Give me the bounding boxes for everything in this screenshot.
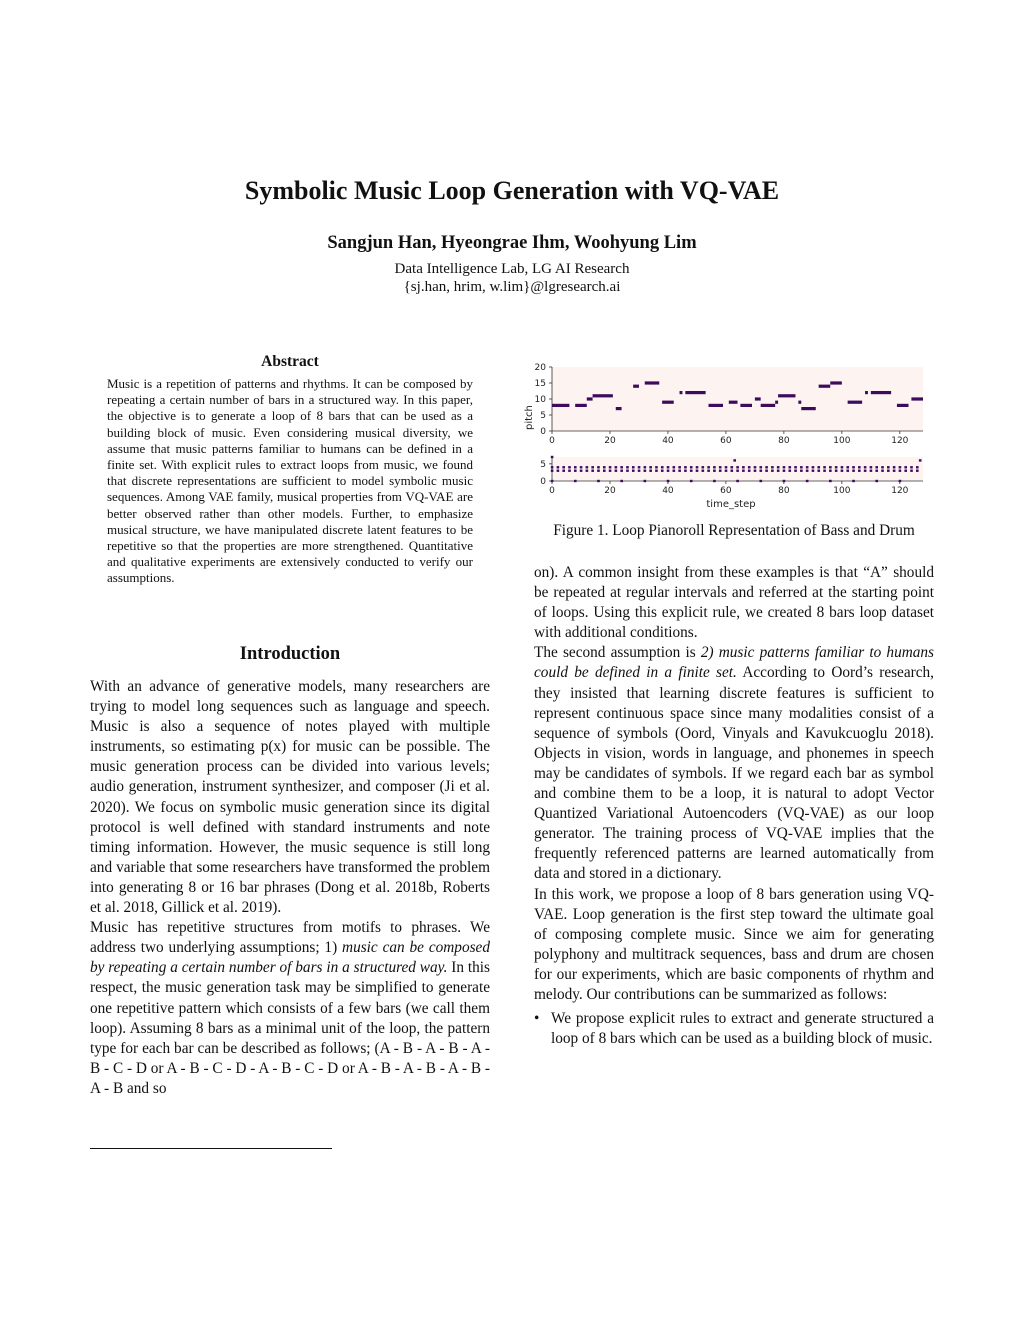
drum-hit [615, 470, 618, 472]
drum-hit [725, 470, 728, 472]
drum-hit [655, 466, 658, 468]
bass-y-tick-label: 5 [540, 411, 546, 421]
drum-hit [620, 480, 623, 482]
drum-hit [800, 470, 803, 472]
drum-hit [702, 470, 705, 472]
drum-hit [713, 470, 716, 472]
drum-hit [887, 466, 890, 468]
bass-note [848, 401, 862, 404]
drum-hit [870, 470, 873, 472]
bass-note [587, 397, 593, 400]
bass-x-tick-label: 0 [549, 436, 555, 446]
drum-hit [870, 466, 873, 468]
drum-hit [551, 466, 554, 468]
drum-hit [817, 470, 820, 472]
author-list: Sangjun Han, Hyeongrae Ihm, Woohyung Lim [327, 233, 697, 253]
drum-hit [858, 470, 861, 472]
drum-hit [557, 466, 560, 468]
drum-hit [562, 466, 565, 468]
drum-hit [562, 470, 565, 472]
drum-hit [771, 466, 774, 468]
drum-hit [690, 480, 693, 482]
abstract-text: Music is a repetition of patterns and rhythms. It can be composed by repeating a certain number of bars in a structured way. In this paper, the objective is to generate a loop of 8 bars that can be used as a building block of music. Even considering musical diversity, we assume that music patterns familiar to humans can be defined in a finite set. With explicit rules to extract loops from music, we found that discrete representations are sufficient to model symbolic music sequences. Among VAE family, musical properties from VQ-VAE are better observed rather than other models. Further, to emphasize musical structure, we have manipulated discrete latent features to be repetitive so that the properties are more strengthened. Quantitative and qualitative experiments are extensively conducted to verify our assumptions. [107, 376, 473, 586]
drum-hit [858, 466, 861, 468]
bass-note [552, 404, 569, 407]
intro-p2-rest: In this respect, the music generation task may be simplified to generate one repetitive pattern which consists of a few bars (we call them loop). Assuming 8 bars as a minimal unit of the loop, the pattern type for each bar can be described as follows; (A - B - A - B - A - B - C - D or A - B - C - D - A - B - C - D or A - B - A - B - A - B - A - B and so [90, 959, 491, 1097]
drum-hit [580, 470, 583, 472]
drum-hit [846, 466, 849, 468]
bass-y-tick-label: 15 [534, 379, 546, 389]
drum-plot-area [552, 457, 923, 481]
drum-hit [574, 470, 577, 472]
bass-y-tick-label: 10 [534, 395, 546, 405]
bass-note [871, 391, 891, 394]
drum-hit [557, 470, 560, 472]
drum-hit [794, 470, 797, 472]
drum-hit [707, 466, 710, 468]
drum-hit [644, 466, 647, 468]
right-p2-emphasis: 2) music patterns familiar to humans could be defined in a finite set. [534, 644, 935, 682]
drum-hit [875, 466, 878, 468]
drum-hit [899, 466, 902, 468]
drum-hit [748, 470, 751, 472]
drum-hit [881, 466, 884, 468]
drum-hit [574, 480, 577, 482]
drum-hit [586, 470, 589, 472]
bass-x-tick-label: 20 [604, 436, 616, 446]
right-paragraph-3: In this work, we propose a loop of 8 bars generation using VQ-VAE. Loop generation is the first step toward the ultimate goal of composing complete music. Since we aim for generating polyphony and multitrack sequences, bass and drum are chosen for our experiments, which are basic components of rhythm and melody. Our contributions can be summarized as follows: [534, 885, 934, 1003]
drum-hit [696, 470, 699, 472]
drum-hit [875, 470, 878, 472]
drum-hit [823, 466, 826, 468]
bass-note [680, 391, 683, 394]
drum-hit [910, 470, 913, 472]
drum-hit [919, 459, 922, 461]
y-axis-title: pitch [524, 405, 535, 430]
drum-hit [603, 470, 606, 472]
drum-hit [713, 480, 716, 482]
drum-hit [916, 466, 919, 468]
drum-hit [829, 480, 832, 482]
drum-y-tick-label: 0 [540, 477, 546, 487]
drum-hit [690, 466, 693, 468]
drum-hit [702, 466, 705, 468]
bass-note [593, 394, 613, 397]
drum-hit [731, 470, 734, 472]
drum-hit [881, 470, 884, 472]
drum-hit [713, 466, 716, 468]
bass-note [911, 397, 923, 400]
drum-hit [852, 480, 855, 482]
drum-hit [719, 470, 722, 472]
contribution-list [534, 1009, 934, 1049]
drum-hit [597, 466, 600, 468]
drum-hit [794, 466, 797, 468]
drum-hit [829, 470, 832, 472]
drum-hit [759, 480, 762, 482]
left-column-body [90, 677, 490, 1099]
drum-hit [899, 470, 902, 472]
drum-hit [638, 470, 641, 472]
drum-hit [609, 466, 612, 468]
drum-hit [846, 470, 849, 472]
bass-note [616, 407, 622, 410]
drum-hit [812, 470, 815, 472]
drum-hit [852, 470, 855, 472]
drum-hit [620, 466, 623, 468]
drum-x-tick-label: 20 [604, 486, 616, 496]
drum-hit [620, 470, 623, 472]
drum-hit [742, 470, 745, 472]
bass-y-tick-label: 20 [534, 363, 546, 373]
affiliation: Data Intelligence Lab, LG AI Research [394, 261, 630, 277]
drum-x-tick-label: 120 [891, 486, 909, 496]
drum-hit [841, 470, 844, 472]
drum-hit [719, 466, 722, 468]
drum-hit [800, 466, 803, 468]
drum-hit [696, 466, 699, 468]
drum-x-tick-label: 0 [549, 486, 555, 496]
drum-hit [597, 470, 600, 472]
drum-hit [754, 466, 757, 468]
drum-hit [644, 470, 647, 472]
drum-hit [748, 466, 751, 468]
drum-hit [661, 466, 664, 468]
drum-hit [742, 466, 745, 468]
bass-note [645, 381, 659, 384]
drum-hit [580, 466, 583, 468]
right-paragraph-2 [534, 643, 934, 884]
bass-note [897, 404, 909, 407]
right-p2-lead: The second assumption is [534, 644, 696, 662]
bass-note [662, 401, 674, 404]
drum-hit [678, 466, 681, 468]
abstract-heading: Abstract [261, 353, 319, 370]
bass-x-tick-label: 100 [833, 436, 851, 446]
drum-hit [736, 480, 739, 482]
drum-hit [638, 466, 641, 468]
drum-hit [893, 466, 896, 468]
drum-hit [655, 470, 658, 472]
email-address: {sj.han, hrim, w.lim}@lgresearch.ai [403, 279, 621, 295]
drum-hit [759, 466, 762, 468]
drum-hit [806, 470, 809, 472]
drum-hit [632, 466, 635, 468]
bass-y-tick-label: 0 [540, 427, 546, 437]
drum-hit [586, 466, 589, 468]
drum-hit [887, 470, 890, 472]
drum-hit [568, 466, 571, 468]
drum-hit [684, 470, 687, 472]
drum-hit [904, 466, 907, 468]
drum-hit [759, 470, 762, 472]
drum-hit [667, 470, 670, 472]
intro-paragraph-1: With an advance of generative models, many researchers are trying to model long sequences such as language and speech. Music is also a sequence of notes played with multiple instruments, so estimating p(x) for music can be possible. The music generation process can be divided into various levels; audio generation, instrument synthesizer, and composer (Ji et al. 2020). We focus on symbolic music generation since its digital protocol is well defined with standard instruments and note timing information. However, the music sequence is still long and variable that some researchers have transformed the problem into generating 8 or 16 bar phrases (Dong et al. 2018b, Roberts et al. 2018, Gillick et al. 2019). [90, 678, 490, 917]
drum-hit [783, 470, 786, 472]
bass-x-tick-label: 120 [891, 436, 909, 446]
pianoroll-figure [512, 355, 932, 515]
drum-hit [574, 466, 577, 468]
bass-x-tick-label: 60 [720, 436, 732, 446]
drum-hit [551, 470, 554, 472]
drum-hit [852, 466, 855, 468]
drum-hit [644, 480, 647, 482]
bass-note [830, 381, 842, 384]
drum-hit [673, 466, 676, 468]
intro-p2-lead: Music has repetitive structures from motifs to phrases. We address two underlying assumptions; 1) [90, 919, 490, 957]
drum-hit [725, 466, 728, 468]
drum-x-tick-label: 40 [662, 486, 674, 496]
drum-hit [806, 480, 809, 482]
bass-note [709, 404, 723, 407]
drum-hit [568, 470, 571, 472]
drum-hit [765, 470, 768, 472]
drum-y-tick-label: 5 [540, 459, 546, 470]
bass-note [685, 391, 705, 394]
drum-hit [788, 466, 791, 468]
right-p2-rest: According to Oord’s research, they insisted that learning discrete features is sufficient to represent continuous space since many modalities consist of a sequence of symbols (Oord, Vinyals and Kavukcuoglu 2018). Objects in vision, words in language, and phonemes in speech may be candidates of symbols. If we regard each bar as symbol and combine them to be a loop, it is natural to adopt Vector Quantized Variational Autoencoders (VQ-VAE) as our loop generator. The training process of VQ-VAE implies that the frequently referenced patterns are learned automatically from data and stored in a dictionary. [534, 664, 934, 883]
drum-hit [864, 470, 867, 472]
figure-caption: Figure 1. Loop Pianoroll Representation of Bass and Drum [553, 522, 915, 539]
drum-hit [591, 466, 594, 468]
drum-hit [597, 480, 600, 482]
drum-hit [661, 470, 664, 472]
drum-hit [788, 470, 791, 472]
intro-p2-emphasis: music can be composed by repeating a certain number of bars in a structured way. [90, 939, 490, 977]
drum-hit [626, 466, 629, 468]
right-paragraph-1: on). A common insight from these examples is that “A” should be repeated at regular intervals and referred at the starting point of loops. Using this explicit rule, we created 8 bars loop dataset with additional conditions. [534, 564, 934, 642]
bass-note [778, 394, 795, 397]
drum-hit [626, 470, 629, 472]
drum-hit [777, 466, 780, 468]
drum-hit [609, 470, 612, 472]
drum-hit [649, 470, 652, 472]
bass-note [633, 385, 639, 388]
drum-hit [707, 470, 710, 472]
bass-note [775, 401, 778, 404]
drum-hit [690, 470, 693, 472]
drum-hit [893, 470, 896, 472]
bass-note [819, 385, 831, 388]
drum-hit [736, 470, 739, 472]
drum-hit [904, 470, 907, 472]
bass-x-tick-label: 80 [778, 436, 790, 446]
drum-hit [615, 466, 618, 468]
bass-note [801, 407, 815, 410]
drum-hit [777, 470, 780, 472]
drum-hit [754, 470, 757, 472]
bass-note [865, 391, 868, 394]
drum-hit [667, 466, 670, 468]
drum-hit [823, 470, 826, 472]
drum-hit [673, 470, 676, 472]
drum-hit [603, 466, 606, 468]
drum-hit [678, 470, 681, 472]
bass-note [729, 401, 738, 404]
contribution-item: • We propose explicit rules to extract and generate structured a loop of 8 bars which can be used as a building block of music. [534, 1009, 934, 1049]
drum-hit [829, 466, 832, 468]
drum-x-tick-label: 80 [778, 486, 790, 496]
bass-note [740, 404, 752, 407]
introduction-heading: Introduction [239, 644, 341, 664]
footnote-rule [90, 1148, 332, 1149]
drum-hit [736, 466, 739, 468]
drum-hit [835, 470, 838, 472]
intro-paragraph-2 [90, 918, 490, 1099]
drum-x-tick-label: 100 [833, 486, 851, 496]
drum-x-tick-label: 60 [720, 486, 732, 496]
bass-note [798, 401, 801, 404]
drum-hit [551, 456, 554, 458]
drum-hit [684, 466, 687, 468]
drum-hit [765, 466, 768, 468]
drum-hit [649, 466, 652, 468]
drum-hit [783, 466, 786, 468]
bass-plot-area [552, 367, 923, 431]
drum-hit [864, 466, 867, 468]
drum-hit [916, 470, 919, 472]
bass-x-tick-label: 40 [662, 436, 674, 446]
drum-hit [841, 466, 844, 468]
x-axis-title: time_step [706, 499, 756, 510]
drum-hit [910, 466, 913, 468]
drum-hit [875, 480, 878, 482]
drum-hit [817, 466, 820, 468]
drum-hit [835, 466, 838, 468]
bass-note [761, 404, 775, 407]
drum-hit [812, 466, 815, 468]
drum-hit [771, 470, 774, 472]
drum-hit [731, 466, 734, 468]
drum-hit [591, 470, 594, 472]
drum-hit [733, 459, 736, 461]
drum-hit [806, 466, 809, 468]
bass-note [575, 404, 587, 407]
paper-title: Symbolic Music Loop Generation with VQ-VAE [244, 176, 780, 205]
drum-hit [632, 470, 635, 472]
right-column-body [534, 563, 934, 1049]
affiliation-block [0, 260, 1024, 296]
bass-note [755, 397, 761, 400]
